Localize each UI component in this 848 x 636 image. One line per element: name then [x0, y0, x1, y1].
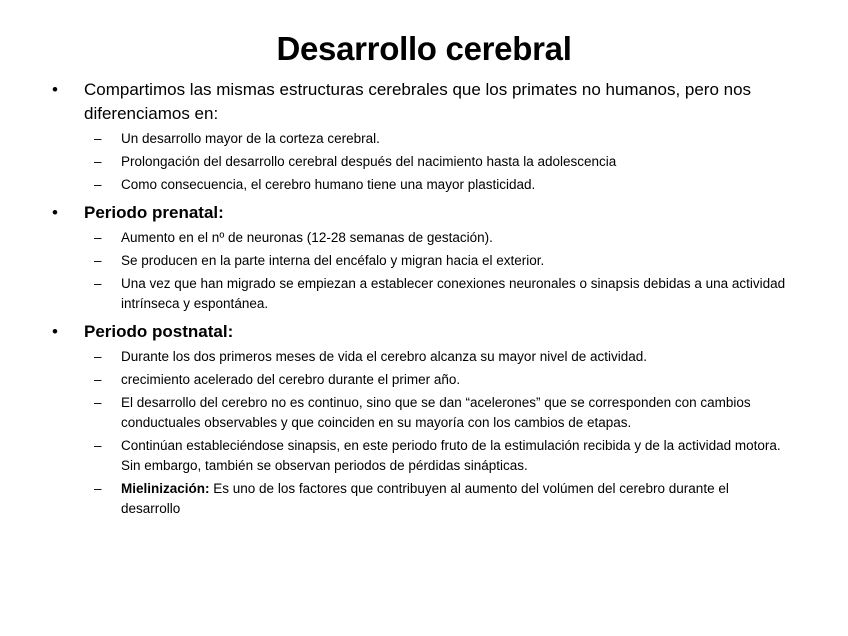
bullet-prenatal	[50, 201, 790, 225]
dash-icon: –	[94, 276, 102, 291]
list-item	[50, 274, 790, 314]
list-item	[50, 251, 790, 271]
list-item	[50, 175, 790, 195]
list-item	[50, 152, 790, 172]
dash-icon: –	[94, 481, 102, 496]
bullet-icon: •	[52, 80, 58, 99]
slide-title: Desarrollo cerebral	[276, 30, 572, 67]
list-item-lead: Mielinización:	[121, 481, 210, 496]
list-item	[50, 370, 790, 390]
dash-icon: –	[94, 177, 102, 192]
list-item-text: Un desarrollo mayor de la corteza cerebral.	[121, 131, 380, 146]
list-item-text: Es uno de los factores que contribuyen al aumento del volúmen del cerebro durante el desarrollo	[121, 481, 729, 516]
bullet-text: Periodo postnatal:	[84, 322, 234, 341]
list-item-text: Aumento en el nº de neuronas (12-28 semanas de gestación).	[121, 230, 493, 245]
dash-icon: –	[94, 372, 102, 387]
dash-icon: –	[94, 154, 102, 169]
sub-list-postnatal	[50, 347, 790, 519]
list-item-text: crecimiento acelerado del cerebro durante el primer año.	[121, 372, 461, 387]
list-item-text: El desarrollo del cerebro no es continuo, sino que se dan “acelerones” que se corresponden con cambios conductuales observables y que coinciden en su mayoría con los cambios de etapas.	[121, 395, 751, 430]
bullet-text: Compartimos las mismas estructuras cerebrales que los primates no humanos, pero nos diferenciamos en:	[84, 80, 752, 123]
list-item	[50, 129, 790, 149]
dash-icon: –	[94, 253, 102, 268]
list-item-text: Continúan estableciéndose sinapsis, en este periodo fruto de la estimulación recibida y de la actividad motora. Sin embargo, también se observan periodos de pérdidas sinápticas.	[121, 438, 781, 473]
bullet-icon: •	[52, 322, 58, 341]
list-item-text: Durante los dos primeros meses de vida el cerebro alcanza su mayor nivel de actividad.	[121, 349, 648, 364]
list-item	[50, 393, 790, 433]
bullet-intro	[50, 78, 790, 126]
dash-icon: –	[94, 230, 102, 245]
dash-icon: –	[94, 131, 102, 146]
list-item	[50, 479, 790, 519]
list-item-text: Se producen en la parte interna del encéfalo y migran hacia el exterior.	[121, 253, 545, 268]
slide-content	[50, 76, 790, 525]
bullet-icon: •	[52, 203, 58, 222]
dash-icon: –	[94, 438, 102, 453]
list-item	[50, 228, 790, 248]
bullet-text: Periodo prenatal:	[84, 203, 224, 222]
sub-list-prenatal	[50, 228, 790, 314]
list-item	[50, 436, 790, 476]
bullet-postnatal	[50, 320, 790, 344]
list-item-text: Prolongación del desarrollo cerebral después del nacimiento hasta la adolescencia	[121, 154, 617, 169]
list-item-text: Una vez que han migrado se empiezan a establecer conexiones neuronales o sinapsis debidas a una actividad intrínseca y espontánea.	[121, 276, 786, 311]
sub-list-intro	[50, 129, 790, 195]
list-item-text: Como consecuencia, el cerebro humano tiene una mayor plasticidad.	[121, 177, 536, 192]
dash-icon: –	[94, 349, 102, 364]
dash-icon: –	[94, 395, 102, 410]
list-item	[50, 347, 790, 367]
